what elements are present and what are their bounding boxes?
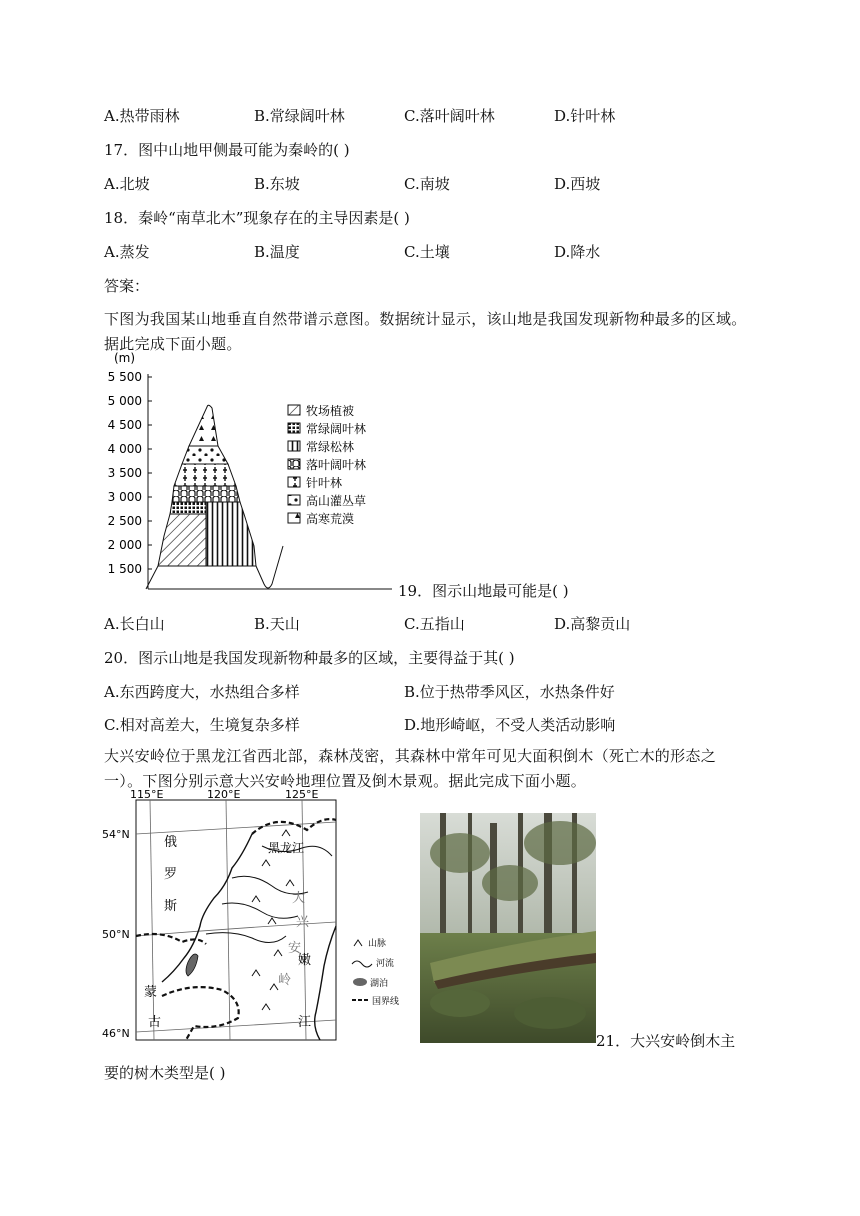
legend-coniferous: 针叶林 <box>306 476 343 490</box>
tick-label: 3 000 <box>107 490 142 504</box>
tick-label: 2 500 <box>107 514 142 528</box>
lon-label: 115°E <box>130 788 164 801</box>
q18-option-b[interactable]: B.温度 <box>254 243 300 261</box>
y-axis-ticks <box>108 370 142 576</box>
label-daxing-2: 兴 <box>296 915 310 930</box>
q20-option-d[interactable]: D.地形崎岖，不受人类活动影响 <box>404 716 616 734</box>
q18-option-c[interactable]: C.土壤 <box>404 243 450 261</box>
label-nenjiang-1: 嫩 <box>298 953 312 968</box>
lon-label: 120°E <box>207 788 241 801</box>
fallen-log-photo <box>420 813 596 1043</box>
q16-option-d[interactable]: D.针叶林 <box>554 107 616 125</box>
label-russia-1: 俄 <box>164 835 178 850</box>
q19-option-a[interactable]: A.长白山 <box>104 615 165 633</box>
y-axis-unit: (m) <box>114 351 136 365</box>
label-mongolia-1: 蒙 <box>144 985 158 1000</box>
legend-evergreen-broadleaf: 常绿阔叶林 <box>306 422 367 436</box>
zone-alpine-shrub <box>182 446 228 464</box>
q18-option-a[interactable]: A.蒸发 <box>104 243 150 261</box>
label-heilongjiang: 黑龙江 <box>268 841 305 855</box>
q16-option-c[interactable]: C.落叶阔叶林 <box>404 107 495 125</box>
q17-option-d[interactable]: D.西坡 <box>554 175 601 193</box>
label-daxing-1: 大 <box>292 891 306 906</box>
answer-label: 答案： <box>104 277 150 295</box>
intro-paragraph-2: 下图为我国某山地垂直自然带谱示意图。数据统计显示，该山地是我国发现新物种最多的区域。据此完成下面小题。 <box>104 310 747 353</box>
tick-label: 2 000 <box>107 538 142 552</box>
zone-evergreen-pine <box>206 502 256 566</box>
zone-coniferous <box>174 464 236 486</box>
zone-pasture <box>158 514 206 566</box>
q16-option-b[interactable]: B.常绿阔叶林 <box>254 107 345 125</box>
q17-option-c[interactable]: C.南坡 <box>404 175 450 193</box>
label-russia-2: 罗 <box>164 867 178 882</box>
q17-option-a[interactable]: A.北坡 <box>104 175 150 193</box>
label-daxing-3: 安 <box>288 941 302 956</box>
q20-stem: 20．图示山地是我国发现新物种最多的区域，主要得益于其( ) <box>104 649 515 667</box>
legend-alpine-shrub: 高山灌丛草 <box>306 494 367 508</box>
tick-label: 1 500 <box>107 562 142 576</box>
q20-option-c[interactable]: C.相对高差大，生境复杂多样 <box>104 716 300 734</box>
legend-mountain: 山脉 <box>368 939 387 949</box>
legend-deciduous: 落叶阔叶林 <box>306 458 367 472</box>
legend-lake: 湖泊 <box>370 979 389 989</box>
legend-alpine-desert: 高寒荒漠 <box>306 512 355 526</box>
q21-stem-line1: 21．大兴安岭倒木主 <box>596 1032 736 1050</box>
lat-label: 54°N <box>102 828 130 841</box>
tick-label: 5 000 <box>107 394 142 408</box>
q16-option-a[interactable]: A.热带雨林 <box>104 107 180 125</box>
q19-option-b[interactable]: B.天山 <box>254 615 300 633</box>
q18-stem: 18．秦岭“南草北木”现象存在的主导因素是( ) <box>104 209 410 227</box>
q21-stem-line2: 要的树木类型是( ) <box>104 1064 226 1082</box>
tick-label: 4 000 <box>107 442 142 456</box>
legend <box>288 403 366 526</box>
q20-option-b[interactable]: B.位于热带季风区，水热条件好 <box>404 683 615 701</box>
lat-label: 46°N <box>102 1027 130 1040</box>
map-legend <box>352 937 399 1007</box>
label-russia-3: 斯 <box>164 899 178 914</box>
q19-stem: 19．图示山地最可能是( ) <box>398 582 569 600</box>
tick-label: 5 500 <box>107 370 142 384</box>
zone-alpine-desert <box>189 405 218 446</box>
legend-evergreen-pine: 常绿松林 <box>306 440 355 454</box>
q18-option-d[interactable]: D.降水 <box>554 243 601 261</box>
label-daxing-4: 岭 <box>278 973 292 988</box>
lake-icon <box>353 978 367 986</box>
q17-stem: 17．图中山地甲侧最可能为秦岭的( ) <box>104 141 350 159</box>
zone-evergreen-broadleaf <box>170 502 206 514</box>
intro-paragraph-3: 大兴安岭位于黑龙江省西北部，森林茂密，其森林中常年可见大面积倒木（死亡木的形态之一）。下图分别示意大兴安岭地理位置及倒木景观。据此完成下面小题。 <box>104 747 717 790</box>
mountain-icon <box>354 940 362 946</box>
legend-pasture: 牧场植被 <box>306 404 355 418</box>
lon-label: 125°E <box>285 788 319 801</box>
lat-label: 50°N <box>102 928 130 941</box>
tick-label: 3 500 <box>107 466 142 480</box>
q19-option-d[interactable]: D.高黎贡山 <box>554 615 631 633</box>
label-mongolia-2: 古 <box>148 1015 162 1030</box>
zone-deciduous <box>172 486 240 502</box>
q17-option-b[interactable]: B.东坡 <box>254 175 300 193</box>
legend-river: 河流 <box>376 959 395 969</box>
label-nenjiang-2: 江 <box>298 1015 312 1030</box>
q20-option-a[interactable]: A.东西跨度大，水热组合多样 <box>104 683 300 701</box>
q19-option-c[interactable]: C.五指山 <box>404 615 465 633</box>
vertical-zonation-diagram <box>100 346 400 594</box>
river-icon <box>352 961 372 967</box>
tick-label: 4 500 <box>107 418 142 432</box>
location-map <box>102 786 418 1048</box>
legend-border: 国界线 <box>372 997 400 1007</box>
